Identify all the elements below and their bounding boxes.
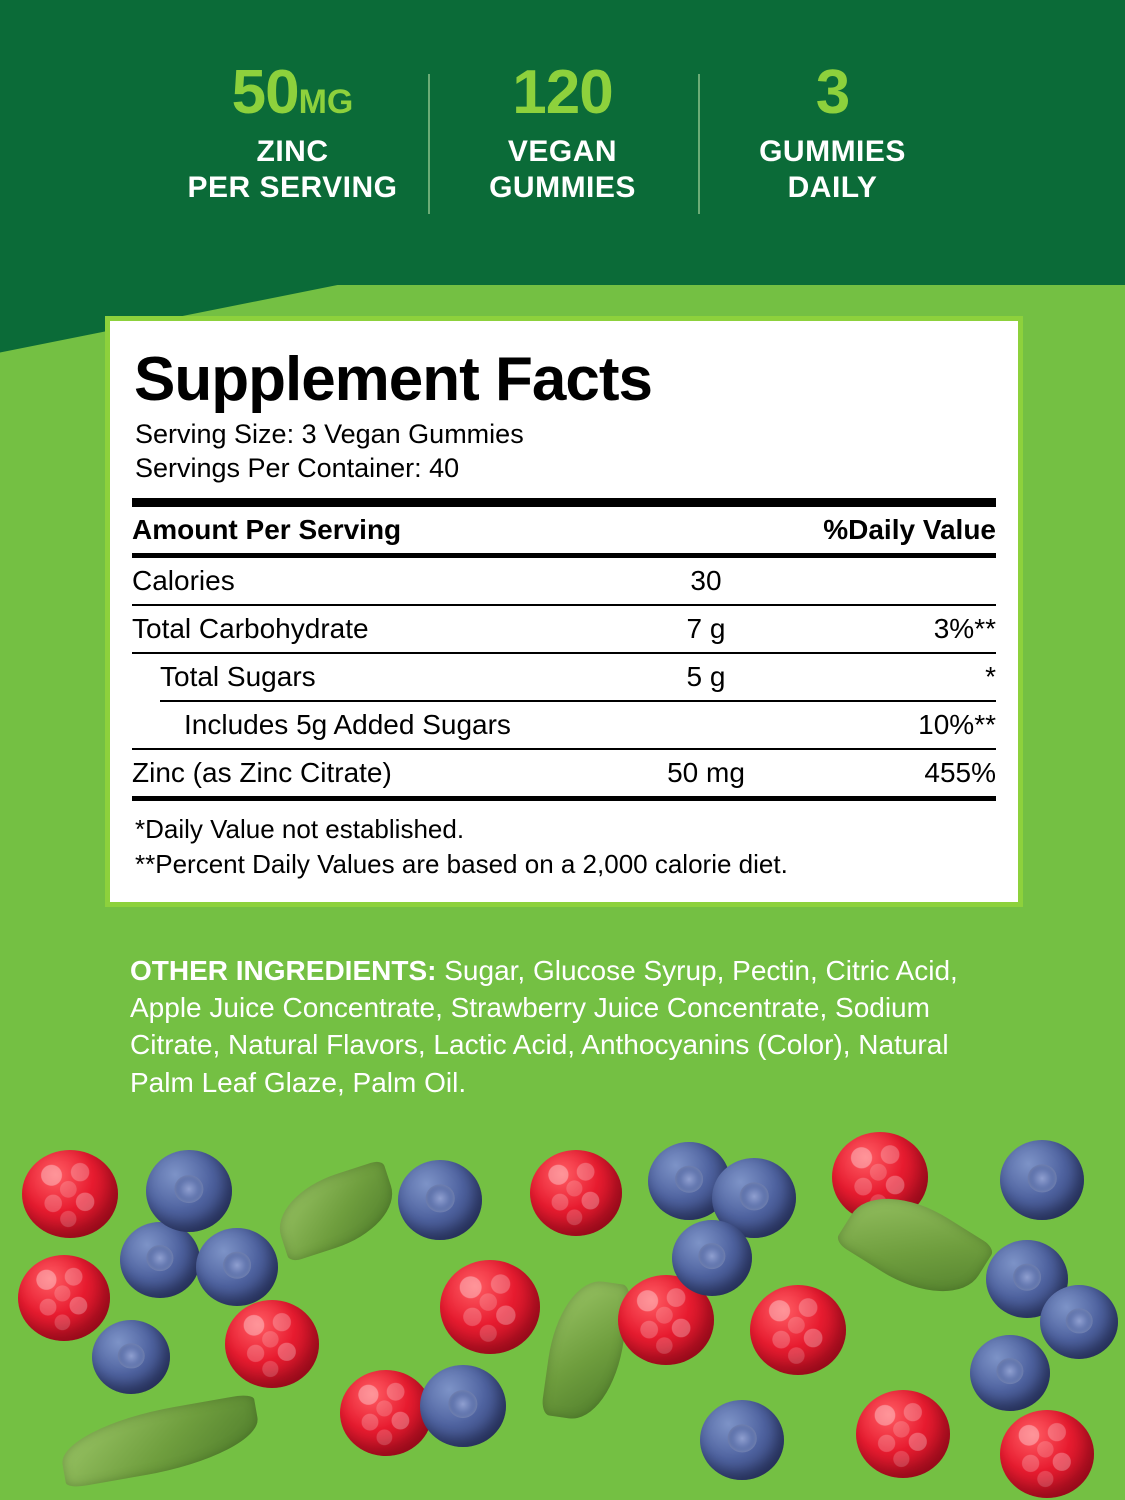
- highlight-count: [428, 58, 698, 206]
- highlight-value: [158, 58, 428, 127]
- table-row: [132, 702, 996, 748]
- highlight-unit: MG: [298, 83, 354, 121]
- raspberry-icon: [1000, 1410, 1094, 1498]
- blueberry-icon: [120, 1222, 200, 1298]
- blueberry-icon: [398, 1160, 482, 1240]
- blueberry-icon: [970, 1335, 1050, 1411]
- raspberry-icon: [225, 1300, 319, 1388]
- fruit-decoration: [0, 1120, 1125, 1500]
- blueberry-icon: [1040, 1285, 1118, 1359]
- highlight-number: 50: [231, 58, 299, 127]
- blueberry-icon: [420, 1365, 506, 1447]
- nutrient-name: Total Carbohydrate: [132, 612, 369, 644]
- raspberry-icon: [856, 1390, 950, 1478]
- nutrient-daily-value: 3%**: [933, 612, 996, 644]
- highlight-value: [428, 58, 698, 127]
- highlight-number: 120: [512, 58, 613, 127]
- nutrient-daily-value: [821, 558, 996, 604]
- raspberry-icon: [18, 1255, 110, 1341]
- highlight-value: [698, 58, 968, 127]
- highlight-caption-line1: ZINC: [256, 135, 329, 168]
- amount-per-serving-header: Amount Per Serving: [132, 513, 402, 545]
- table-row: [132, 606, 996, 652]
- nutrient-rows: [132, 558, 996, 604]
- nutrient-amount: 30: [690, 564, 722, 596]
- other-ingredients-label: OTHER INGREDIENTS:: [130, 955, 437, 986]
- product-highlights: [0, 58, 1125, 247]
- raspberry-icon: [530, 1150, 622, 1236]
- blueberry-icon: [1000, 1140, 1084, 1220]
- blueberry-icon: [196, 1228, 278, 1306]
- nutrient-name: Total Sugars: [160, 660, 316, 692]
- nutrient-amount: [591, 702, 821, 748]
- highlight-caption: [158, 134, 428, 206]
- table-row: [132, 558, 996, 604]
- nutrient-rows: [132, 750, 996, 796]
- daily-value-header: %Daily Value: [823, 513, 996, 545]
- nutrient-daily-value: *: [985, 660, 996, 692]
- highlight-caption-line1: GUMMIES: [759, 135, 906, 168]
- blueberry-icon: [146, 1150, 232, 1232]
- supplement-facts-panel: [105, 316, 1023, 907]
- raspberry-icon: [440, 1260, 540, 1354]
- highlight-caption: [698, 134, 968, 206]
- blueberry-icon: [672, 1220, 752, 1296]
- highlight-caption: [428, 134, 698, 206]
- nutrient-daily-value: 455%: [924, 756, 996, 788]
- raspberry-icon: [340, 1370, 432, 1456]
- nutrient-daily-value: 10%**: [918, 708, 996, 740]
- divider-medium: [132, 796, 996, 801]
- amount-column-spacer: [591, 507, 821, 553]
- table-row: [132, 750, 996, 796]
- raspberry-icon: [750, 1285, 846, 1375]
- nutrient-rows: [132, 702, 996, 748]
- serving-size: Serving Size: 3 Vegan Gummies: [135, 419, 524, 450]
- raspberry-icon: [22, 1150, 118, 1238]
- highlight-caption-line2: PER SERVING: [187, 171, 398, 204]
- nutrient-rows: [132, 606, 996, 652]
- supplement-facts-title: Supplement Facts: [134, 345, 652, 414]
- nutrient-amount: 5 g: [686, 660, 726, 692]
- footnote-percent-daily-values: **Percent Daily Values are based on a 2,000 calorie diet.: [135, 849, 788, 880]
- servings-per-container: Servings Per Container: 40: [135, 452, 460, 483]
- highlight-daily-dose: [698, 58, 968, 206]
- nutrient-amount: 50 mg: [667, 756, 745, 788]
- nutrient-name: Calories: [132, 564, 235, 596]
- table-header-row: [132, 507, 996, 553]
- other-ingredients-text: Sugar, Glucose Syrup, Pectin, Citric Acid, Apple Juice Concentrate, Strawberry Juice Concentrate, Sodium Citrate, Natural Flavors, Lactic Acid, Anthocyanins (Color), Natural Palm Leaf Glaze, Palm Oil.: [130, 955, 958, 1098]
- nutrient-name: Zinc (as Zinc Citrate): [132, 756, 392, 788]
- nutrient-amount: 7 g: [686, 612, 726, 644]
- highlight-caption-line2: DAILY: [787, 171, 878, 204]
- leaf-icon: [56, 1393, 264, 1489]
- leaf-icon: [268, 1159, 404, 1263]
- nutrient-name: Includes 5g Added Sugars: [184, 708, 511, 740]
- divider-thick: [132, 498, 996, 507]
- blueberry-icon: [92, 1320, 170, 1394]
- highlight-zinc-dose: [158, 58, 428, 206]
- nutrient-rows: [132, 654, 996, 700]
- highlight-number: 3: [815, 58, 850, 127]
- highlight-caption-line2: GUMMIES: [489, 171, 636, 204]
- blueberry-icon: [700, 1400, 784, 1480]
- highlight-caption-line1: VEGAN: [507, 135, 618, 168]
- leaf-icon: [541, 1276, 632, 1425]
- other-ingredients: [130, 952, 1010, 1101]
- supplement-facts-table: [132, 507, 996, 553]
- footnote-daily-value: *Daily Value not established.: [135, 813, 465, 844]
- table-row: [132, 654, 996, 700]
